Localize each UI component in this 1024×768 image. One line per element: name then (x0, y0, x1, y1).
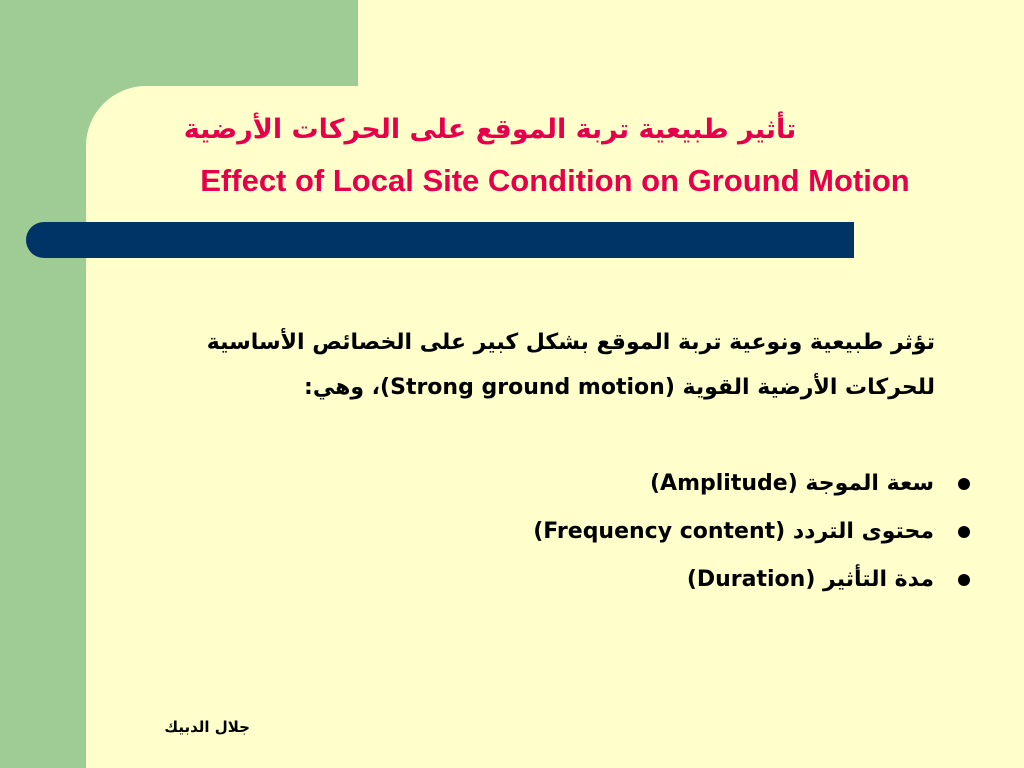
left-green-strip (0, 0, 86, 768)
slide-title-arabic: تأثير طبيعية تربة الموقع على الحركات الأرضية (183, 114, 797, 145)
bullet-item-amplitude (300, 460, 970, 508)
author-name: جلال الدبيك (164, 718, 250, 736)
slide-title-english: Effect of Local Site Condition on Ground Motion (200, 163, 910, 198)
intro-line-2: للحركات الأرضية القوية (Strong ground motion)، وهي: (304, 375, 935, 400)
intro-paragraph (150, 320, 935, 410)
intro-line-1: تؤثر طبيعية ونوعية تربة الموقع بشكل كبير على الخصائص الأساسية (206, 330, 935, 355)
bullet-item-frequency (300, 508, 970, 556)
bullet-text: محتوى التردد (Frequency content) (533, 519, 934, 544)
title-divider-bar (26, 222, 854, 258)
bullet-item-duration (300, 556, 970, 604)
bullet-text: سعة الموجة (Amplitude) (649, 471, 934, 496)
bullet-list (300, 460, 970, 604)
bullet-dot-icon (958, 478, 970, 490)
bullet-text: مدة التأثير (Duration) (686, 567, 934, 592)
top-green-band (0, 0, 358, 86)
bullet-dot-icon (958, 526, 970, 538)
bullet-dot-icon (958, 574, 970, 586)
